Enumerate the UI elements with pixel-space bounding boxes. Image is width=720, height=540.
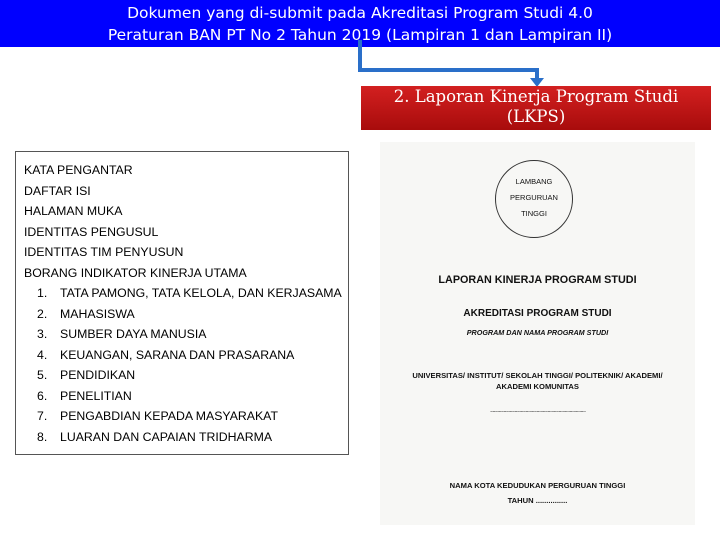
toc-item: IDENTITAS TIM PENYUSUN [24,245,184,259]
toc-subitem-number: 7. [37,409,48,423]
cover-title: LAPORAN KINERJA PROGRAM STUDI [438,274,637,286]
toc-subitem [24,324,348,345]
cover-city-year [420,478,655,508]
cover-akreditasi: AKREDITASI PROGRAM STUDI [463,308,612,319]
toc-item: HALAMAN MUKA [24,204,123,218]
toc-subitem [24,386,348,407]
toc-subitem-number: 2. [37,306,48,321]
table-of-contents [15,151,349,455]
toc-subitem-label: LUARAN DAN CAPAIAN TRIDHARMA [60,429,273,444]
toc-subitem [24,427,348,448]
toc-subitem [24,304,348,325]
toc-subitem [24,365,348,386]
header-line-1: Dokumen yang di-submit pada Akreditasi Program Studi 4.0 [127,4,593,22]
toc-item: IDENTITAS PENGUSUL [24,224,159,239]
toc-subitem-number: 6. [37,388,48,403]
toc-subitem-label: PENELITIAN [60,388,132,403]
toc-subitem [24,345,348,366]
toc-subitem-label: SUMBER DAYA MANUSIA [60,327,207,341]
cover-program-name: PROGRAM DAN NAMA PROGRAM STUDI [466,328,609,337]
toc-subitem-number: 8. [37,429,48,444]
cover-name-placeholder-dots: .............................................................................. [489,405,586,414]
toc-subitem-label: MAHASISWA [60,306,135,321]
emblem-text: TINGGI [521,209,547,218]
toc-subitem-label: KEUANGAN, SARANA DAN PRASARANA [60,347,295,362]
toc-item: KATA PENGANTAR [24,163,133,177]
toc-subitem [24,283,348,304]
cover-city: NAMA KOTA KEDUDUKAN PERGURUAN TINGGI [449,481,626,490]
toc-subitem-number: 3. [37,327,48,341]
header-line-2: Peraturan BAN PT No 2 Tahun 2019 (Lampiran 1 dan Lampiran II) [107,26,613,44]
toc-subitem-number: 5. [37,368,48,382]
toc-item: DAFTAR ISI [24,183,91,198]
emblem-text: PERGURUAN [510,193,558,202]
lkps-line-2: (LKPS) [506,107,566,126]
toc-subitem-label: PENDIDIKAN [60,368,136,382]
toc-subitem [24,406,348,427]
lkps-label-box [361,86,711,130]
lkps-line-1: 2. Laporan Kinerja Program Studi [393,87,679,106]
university-emblem-placeholder [495,160,573,238]
cover-institution: UNIVERSITAS/ INSTITUT/ SEKOLAH TINGGI/ POLITEKNIK/ AKADEMI/ AKADEMI KOMUNITAS [412,371,663,391]
lkps-cover-page [380,142,695,525]
toc-subitem-label: TATA PAMONG, TATA KELOLA, DAN KERJASAMA [60,286,342,300]
toc-subitem-number: 1. [37,286,48,300]
connector-arrow [0,0,720,100]
toc-subitem-label: PENGABDIAN KEPADA MASYARAKAT [60,409,278,423]
toc-subitem-number: 4. [37,347,48,362]
toc-item: BORANG INDIKATOR KINERJA UTAMA [24,265,247,280]
emblem-text: LAMBANG [515,177,553,186]
cover-year: TAHUN ............... [507,496,568,505]
